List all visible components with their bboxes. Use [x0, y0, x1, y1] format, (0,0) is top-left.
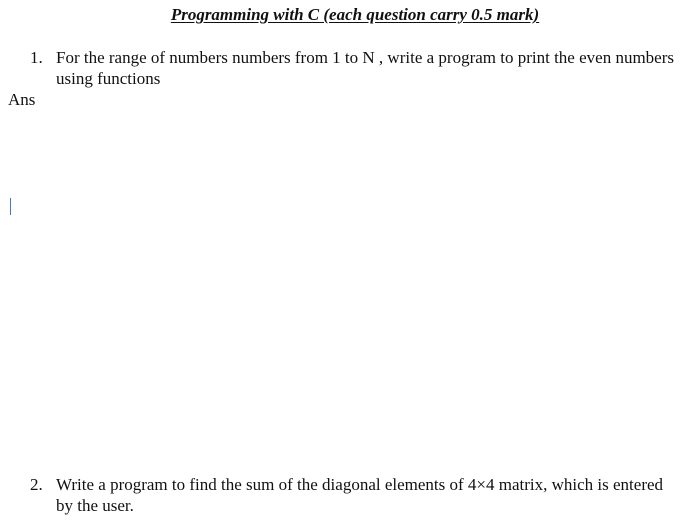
question-2 — [30, 474, 680, 516]
question-text: Write a program to find the sum of the diagonal elements of 4×4 matrix, which is entered by the user. — [56, 475, 664, 515]
page-title: Programming with C (each question carry 0.5 mark) — [170, 5, 540, 24]
text-cursor — [10, 198, 11, 215]
question-1 — [30, 47, 680, 89]
question-number: 1. — [30, 48, 43, 67]
answer-label: Ans — [8, 90, 36, 109]
answer-text-area[interactable] — [0, 112, 700, 462]
question-number: 2. — [30, 475, 43, 494]
question-text: For the range of numbers numbers from 1 to N , write a program to print the even numbers using functions — [56, 48, 674, 88]
